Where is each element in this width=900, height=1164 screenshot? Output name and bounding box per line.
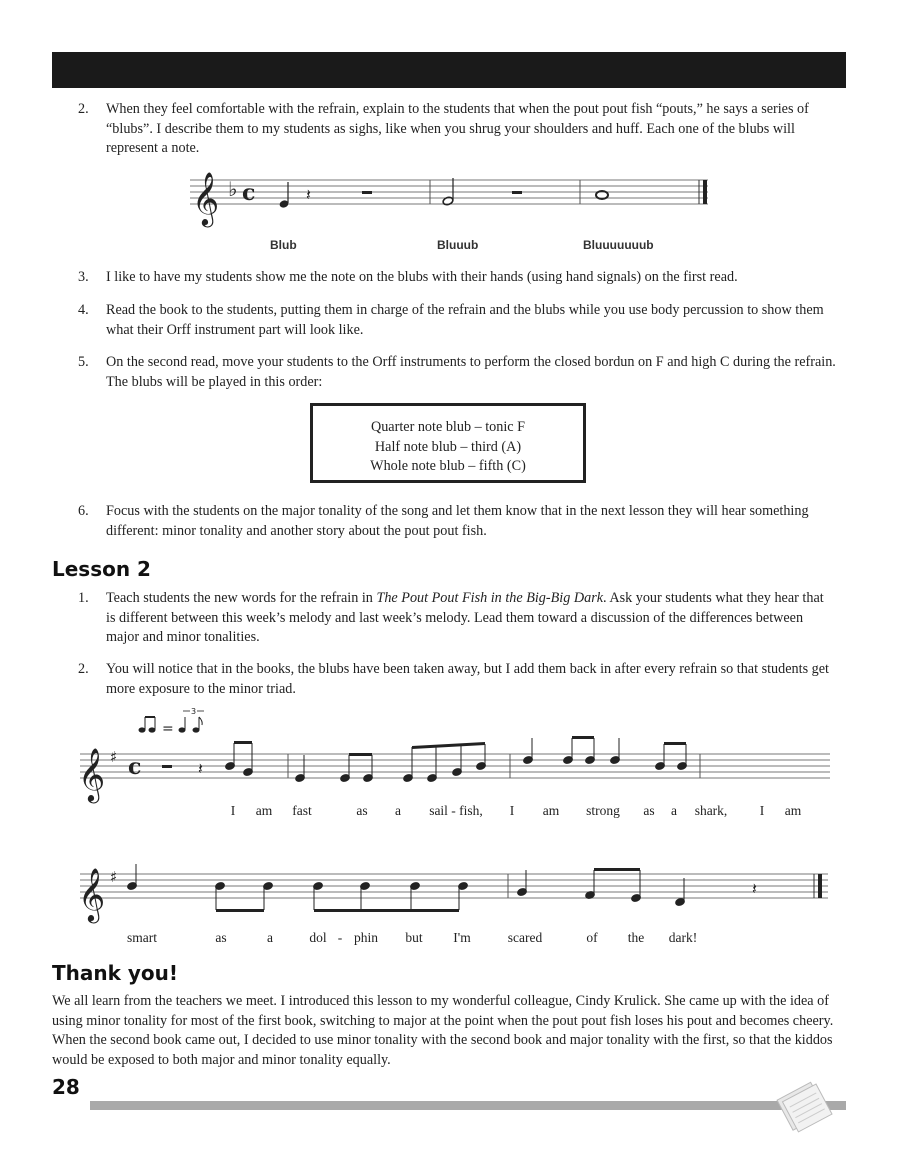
blub-order-box [310,403,586,483]
half-rest [162,765,172,768]
lyric: as [643,803,655,818]
lyric: am [255,803,273,818]
lyric: I'm [453,930,471,945]
melody-staff-2 [70,856,840,928]
box-line: Quarter note blub – tonic F [370,419,526,435]
treble-clef: 𝄞 [78,867,106,921]
common-time: c [128,754,142,780]
lyric: am [542,803,560,818]
item-number: 2. [78,661,89,677]
lyric: I [759,803,765,818]
lesson-2-heading: Lesson 2 [52,557,151,581]
item-text: You will notice that in the books, the blubs have been taken away, but I add them back in after every refrain so that students get more exposure to the minor triad. [106,661,829,697]
item-text: On the second read, move your students to the Orff instruments to perform the closed bordun on F and high C during the refrain. The blubs will be played in this order: [106,354,836,390]
quarter-rest: 𝄽 [306,185,311,204]
thank-you-heading: Thank you! [52,961,179,985]
item-number: 6. [78,503,89,519]
quarter-rest: 𝄽 [752,879,757,898]
triplet-number: 3 [191,707,197,716]
thank-you-paragraph: We all learn from the teachers we meet. I introduced this lesson to my wonderful colleague, Cindy Krulick. She came up with the idea of using minor tonality for most of the first book, switching to major at the point when the pout pout fish loses his pout and becomes cheery. When the second book came out, I decided to use minor tonality with the second book and major tonality with the first, so that the kiddos would be exposed to both major and minor tonality equally. [52,993,834,1068]
blub-staff [180,168,720,236]
treble-clef: 𝄞 [192,171,220,225]
blub-label: Bluuub [437,238,479,252]
lyric: am [784,803,802,818]
sharp-sign: ♯ [110,748,118,766]
treble-clef: 𝄞 [78,747,106,801]
item-number: 1. [78,590,89,606]
box-line: Whole note blub – fifth (C) [370,458,526,474]
blub-label: Bluuuuuuub [583,238,654,252]
common-time: c [242,180,256,206]
blub-label: Blub [270,238,297,252]
item-text: Teach students the new words for the refrain in The Pout Pout Fish in the Big-Big Dark. Ask your students what they hear that is different between this week’s melody and last week’s melody. Lead them toward a discussion of the differences between major and minor tonalities. [106,590,824,645]
item-text: Read the book to the students, putting them in charge of the refrain and the blubs while you use body percussion to show them what their Orff instrument part will look like. [106,302,824,338]
lyric: as [215,930,227,945]
svg-text:=: = [162,721,174,737]
page-stack-icon [770,1078,840,1138]
item-number: 3. [78,269,89,285]
lyric: of [586,930,598,945]
lyric: I [230,803,236,818]
lyric: shark, [694,803,728,818]
lyric: fast [292,803,312,818]
book-title: The Pout Pout Fish in the Big-Big Dark [376,590,604,606]
lyric: - [337,930,343,945]
item-number: 5. [78,354,89,370]
item-text: Focus with the students on the major tonality of the song and let them know that in the next lesson they will hear something different: minor tonality and another story about the pout pout fish. [106,503,809,539]
lyric: smart [127,930,157,945]
lyric: as [356,803,368,818]
box-line: Half note blub – third (A) [374,438,522,455]
header-bar [52,52,846,88]
page-number: 28 [52,1075,80,1099]
lyric: a [671,803,677,818]
half-rest [512,191,522,194]
lyric: but [405,930,423,945]
lyric: dol [309,930,327,945]
item-text: When they feel comfortable with the refrain, explain to the students that when the pout pout fish “pouts,” he says a series of “blubs”. I describe them to my students as sighs, like when you shrug your shoulders and huff. Each one of the blubs will represent a note. [106,101,809,156]
lyric: dark! [668,930,698,945]
lyric: phin [353,930,379,945]
melody-staff-1 [70,706,840,806]
lyric: strong [586,803,620,818]
lyric: a [267,930,273,945]
lyric: I [509,803,515,818]
swing-marking [139,707,205,737]
flat-sign: ♭ [228,177,238,201]
footer-rule [90,1101,846,1110]
quarter-rest: 𝄽 [198,759,203,778]
item-text: I like to have my students show me the note on the blubs with their hands (using hand signals) on the first read. [106,269,738,285]
lyric: scared [507,930,543,945]
sharp-sign: ♯ [110,868,118,886]
lyric: a [395,803,401,818]
lyric: sail - fish, [429,803,483,818]
lyric: the [627,930,645,945]
item-number: 2. [78,101,89,117]
half-rest [362,191,372,194]
item-number: 4. [78,302,89,318]
